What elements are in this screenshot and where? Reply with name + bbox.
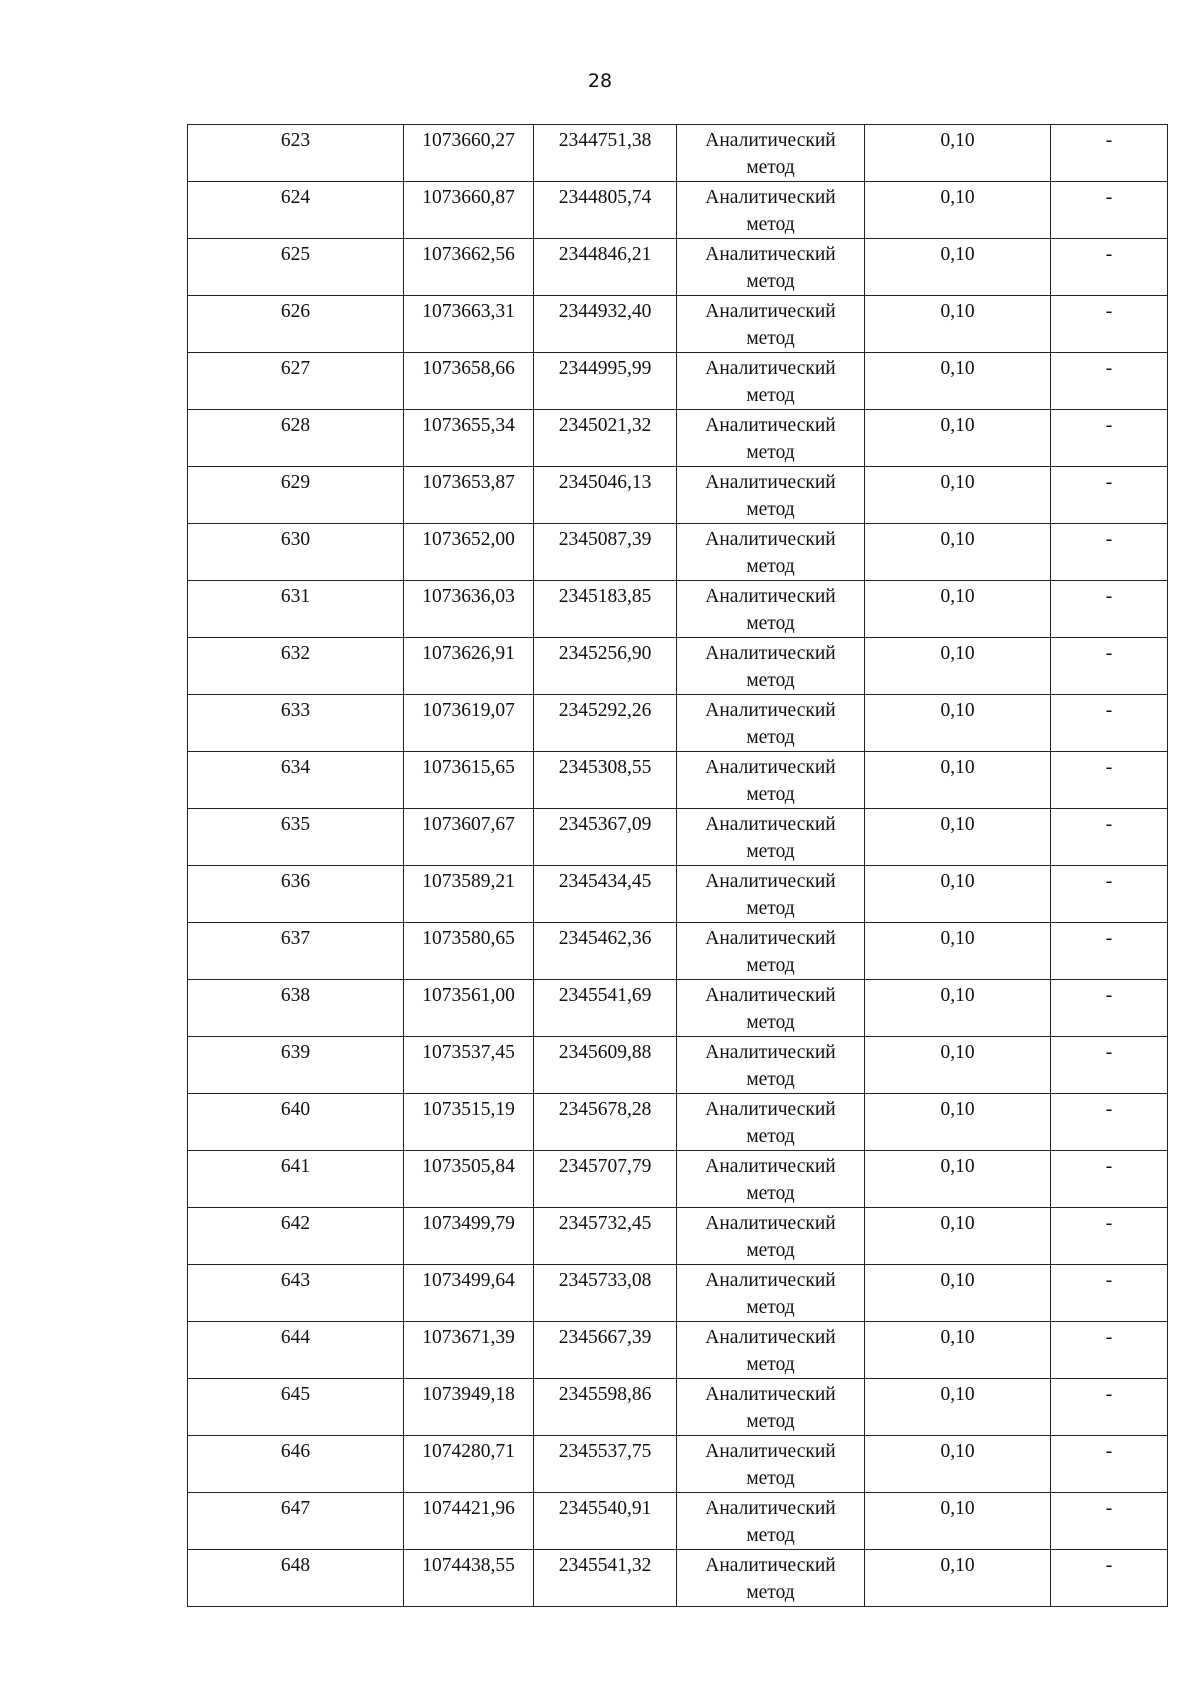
- method-cell: Аналитический метод: [677, 1265, 865, 1322]
- accuracy-cell: 0,10: [865, 467, 1051, 524]
- table-row: [188, 239, 1168, 296]
- x-coordinate-cell: 1073505,84: [404, 1151, 534, 1208]
- note-cell: -: [1051, 1265, 1168, 1322]
- point-number-cell: 643: [188, 1265, 404, 1322]
- note-cell: -: [1051, 182, 1168, 239]
- y-coordinate-cell: 2345292,26: [534, 695, 677, 752]
- note-cell: -: [1051, 1436, 1168, 1493]
- accuracy-cell: 0,10: [865, 1037, 1051, 1094]
- method-cell: Аналитический метод: [677, 695, 865, 752]
- x-coordinate-cell: 1073515,19: [404, 1094, 534, 1151]
- table-row: [188, 1493, 1168, 1550]
- y-coordinate-cell: 2345541,32: [534, 1550, 677, 1607]
- table-row: [188, 980, 1168, 1037]
- point-number-cell: 648: [188, 1550, 404, 1607]
- y-coordinate-cell: 2345087,39: [534, 524, 677, 581]
- y-coordinate-cell: 2344995,99: [534, 353, 677, 410]
- point-number-cell: 646: [188, 1436, 404, 1493]
- method-cell: Аналитический метод: [677, 1379, 865, 1436]
- note-cell: -: [1051, 1379, 1168, 1436]
- method-cell: Аналитический метод: [677, 524, 865, 581]
- note-cell: -: [1051, 752, 1168, 809]
- note-cell: -: [1051, 1550, 1168, 1607]
- note-cell: -: [1051, 923, 1168, 980]
- accuracy-cell: 0,10: [865, 1322, 1051, 1379]
- accuracy-cell: 0,10: [865, 1436, 1051, 1493]
- point-number-cell: 633: [188, 695, 404, 752]
- x-coordinate-cell: 1073652,00: [404, 524, 534, 581]
- y-coordinate-cell: 2344846,21: [534, 239, 677, 296]
- x-coordinate-cell: 1073658,66: [404, 353, 534, 410]
- table-row: [188, 923, 1168, 980]
- coordinates-table: [187, 124, 1168, 1607]
- point-number-cell: 645: [188, 1379, 404, 1436]
- method-cell: Аналитический метод: [677, 296, 865, 353]
- note-cell: -: [1051, 1094, 1168, 1151]
- note-cell: -: [1051, 581, 1168, 638]
- note-cell: -: [1051, 1208, 1168, 1265]
- table-row: [188, 182, 1168, 239]
- table-row: [188, 1379, 1168, 1436]
- method-cell: Аналитический метод: [677, 1436, 865, 1493]
- accuracy-cell: 0,10: [865, 1265, 1051, 1322]
- accuracy-cell: 0,10: [865, 752, 1051, 809]
- method-cell: Аналитический метод: [677, 638, 865, 695]
- point-number-cell: 640: [188, 1094, 404, 1151]
- x-coordinate-cell: 1073499,79: [404, 1208, 534, 1265]
- method-cell: Аналитический метод: [677, 1151, 865, 1208]
- note-cell: -: [1051, 1151, 1168, 1208]
- y-coordinate-cell: 2345540,91: [534, 1493, 677, 1550]
- accuracy-cell: 0,10: [865, 1379, 1051, 1436]
- accuracy-cell: 0,10: [865, 1208, 1051, 1265]
- point-number-cell: 641: [188, 1151, 404, 1208]
- accuracy-cell: 0,10: [865, 1493, 1051, 1550]
- point-number-cell: 632: [188, 638, 404, 695]
- method-cell: Аналитический метод: [677, 1208, 865, 1265]
- table-row: [188, 1436, 1168, 1493]
- x-coordinate-cell: 1073580,65: [404, 923, 534, 980]
- y-coordinate-cell: 2344805,74: [534, 182, 677, 239]
- accuracy-cell: 0,10: [865, 980, 1051, 1037]
- point-number-cell: 635: [188, 809, 404, 866]
- table-row: [188, 1094, 1168, 1151]
- method-cell: Аналитический метод: [677, 923, 865, 980]
- table-row: [188, 866, 1168, 923]
- x-coordinate-cell: 1073660,87: [404, 182, 534, 239]
- accuracy-cell: 0,10: [865, 1550, 1051, 1607]
- point-number-cell: 638: [188, 980, 404, 1037]
- accuracy-cell: 0,10: [865, 809, 1051, 866]
- y-coordinate-cell: 2345537,75: [534, 1436, 677, 1493]
- table-row: [188, 1151, 1168, 1208]
- point-number-cell: 634: [188, 752, 404, 809]
- table-row: [188, 467, 1168, 524]
- point-number-cell: 647: [188, 1493, 404, 1550]
- table-row: [188, 1265, 1168, 1322]
- method-cell: Аналитический метод: [677, 980, 865, 1037]
- note-cell: -: [1051, 1322, 1168, 1379]
- table-row: [188, 752, 1168, 809]
- method-cell: Аналитический метод: [677, 752, 865, 809]
- method-cell: Аналитический метод: [677, 410, 865, 467]
- point-number-cell: 639: [188, 1037, 404, 1094]
- x-coordinate-cell: 1073636,03: [404, 581, 534, 638]
- method-cell: Аналитический метод: [677, 125, 865, 182]
- method-cell: Аналитический метод: [677, 1037, 865, 1094]
- accuracy-cell: 0,10: [865, 923, 1051, 980]
- point-number-cell: 644: [188, 1322, 404, 1379]
- method-cell: Аналитический метод: [677, 581, 865, 638]
- note-cell: -: [1051, 296, 1168, 353]
- table-row: [188, 695, 1168, 752]
- point-number-cell: 631: [188, 581, 404, 638]
- method-cell: Аналитический метод: [677, 467, 865, 524]
- accuracy-cell: 0,10: [865, 581, 1051, 638]
- table-row: [188, 296, 1168, 353]
- accuracy-cell: 0,10: [865, 353, 1051, 410]
- note-cell: -: [1051, 809, 1168, 866]
- y-coordinate-cell: 2345707,79: [534, 1151, 677, 1208]
- point-number-cell: 629: [188, 467, 404, 524]
- accuracy-cell: 0,10: [865, 125, 1051, 182]
- note-cell: -: [1051, 467, 1168, 524]
- point-number-cell: 630: [188, 524, 404, 581]
- y-coordinate-cell: 2345732,45: [534, 1208, 677, 1265]
- x-coordinate-cell: 1073653,87: [404, 467, 534, 524]
- accuracy-cell: 0,10: [865, 638, 1051, 695]
- table-row: [188, 524, 1168, 581]
- accuracy-cell: 0,10: [865, 695, 1051, 752]
- table-row: [188, 809, 1168, 866]
- y-coordinate-cell: 2345367,09: [534, 809, 677, 866]
- y-coordinate-cell: 2344932,40: [534, 296, 677, 353]
- x-coordinate-cell: 1073655,34: [404, 410, 534, 467]
- method-cell: Аналитический метод: [677, 866, 865, 923]
- method-cell: Аналитический метод: [677, 1322, 865, 1379]
- y-coordinate-cell: 2345046,13: [534, 467, 677, 524]
- method-cell: Аналитический метод: [677, 353, 865, 410]
- x-coordinate-cell: 1073537,45: [404, 1037, 534, 1094]
- x-coordinate-cell: 1073662,56: [404, 239, 534, 296]
- table-row: [188, 353, 1168, 410]
- note-cell: -: [1051, 638, 1168, 695]
- accuracy-cell: 0,10: [865, 1094, 1051, 1151]
- point-number-cell: 627: [188, 353, 404, 410]
- y-coordinate-cell: 2345733,08: [534, 1265, 677, 1322]
- x-coordinate-cell: 1073615,65: [404, 752, 534, 809]
- accuracy-cell: 0,10: [865, 410, 1051, 467]
- note-cell: -: [1051, 980, 1168, 1037]
- accuracy-cell: 0,10: [865, 296, 1051, 353]
- accuracy-cell: 0,10: [865, 1151, 1051, 1208]
- x-coordinate-cell: 1074438,55: [404, 1550, 534, 1607]
- note-cell: -: [1051, 695, 1168, 752]
- point-number-cell: 637: [188, 923, 404, 980]
- table-row: [188, 410, 1168, 467]
- accuracy-cell: 0,10: [865, 239, 1051, 296]
- method-cell: Аналитический метод: [677, 809, 865, 866]
- y-coordinate-cell: 2345609,88: [534, 1037, 677, 1094]
- method-cell: Аналитический метод: [677, 239, 865, 296]
- accuracy-cell: 0,10: [865, 182, 1051, 239]
- note-cell: -: [1051, 410, 1168, 467]
- accuracy-cell: 0,10: [865, 524, 1051, 581]
- x-coordinate-cell: 1073663,31: [404, 296, 534, 353]
- table-row: [188, 1037, 1168, 1094]
- method-cell: Аналитический метод: [677, 1094, 865, 1151]
- method-cell: Аналитический метод: [677, 182, 865, 239]
- method-cell: Аналитический метод: [677, 1550, 865, 1607]
- point-number-cell: 642: [188, 1208, 404, 1265]
- y-coordinate-cell: 2345183,85: [534, 581, 677, 638]
- y-coordinate-cell: 2345667,39: [534, 1322, 677, 1379]
- x-coordinate-cell: 1073499,64: [404, 1265, 534, 1322]
- table-row: [188, 1550, 1168, 1607]
- note-cell: -: [1051, 1037, 1168, 1094]
- point-number-cell: 625: [188, 239, 404, 296]
- x-coordinate-cell: 1073561,00: [404, 980, 534, 1037]
- table-row: [188, 1208, 1168, 1265]
- note-cell: -: [1051, 866, 1168, 923]
- point-number-cell: 623: [188, 125, 404, 182]
- note-cell: -: [1051, 1493, 1168, 1550]
- point-number-cell: 624: [188, 182, 404, 239]
- table-row: [188, 1322, 1168, 1379]
- note-cell: -: [1051, 125, 1168, 182]
- x-coordinate-cell: 1073589,21: [404, 866, 534, 923]
- y-coordinate-cell: 2344751,38: [534, 125, 677, 182]
- point-number-cell: 626: [188, 296, 404, 353]
- x-coordinate-cell: 1073626,91: [404, 638, 534, 695]
- x-coordinate-cell: 1074280,71: [404, 1436, 534, 1493]
- x-coordinate-cell: 1073949,18: [404, 1379, 534, 1436]
- table-row: [188, 581, 1168, 638]
- y-coordinate-cell: 2345598,86: [534, 1379, 677, 1436]
- x-coordinate-cell: 1074421,96: [404, 1493, 534, 1550]
- point-number-cell: 628: [188, 410, 404, 467]
- page-number: 28: [587, 70, 613, 92]
- y-coordinate-cell: 2345256,90: [534, 638, 677, 695]
- table-row: [188, 638, 1168, 695]
- coordinates-table-body: [188, 125, 1168, 1607]
- y-coordinate-cell: 2345462,36: [534, 923, 677, 980]
- x-coordinate-cell: 1073619,07: [404, 695, 534, 752]
- y-coordinate-cell: 2345434,45: [534, 866, 677, 923]
- y-coordinate-cell: 2345308,55: [534, 752, 677, 809]
- note-cell: -: [1051, 239, 1168, 296]
- method-cell: Аналитический метод: [677, 1493, 865, 1550]
- y-coordinate-cell: 2345678,28: [534, 1094, 677, 1151]
- y-coordinate-cell: 2345541,69: [534, 980, 677, 1037]
- x-coordinate-cell: 1073607,67: [404, 809, 534, 866]
- point-number-cell: 636: [188, 866, 404, 923]
- x-coordinate-cell: 1073660,27: [404, 125, 534, 182]
- accuracy-cell: 0,10: [865, 866, 1051, 923]
- y-coordinate-cell: 2345021,32: [534, 410, 677, 467]
- note-cell: -: [1051, 524, 1168, 581]
- table-row: [188, 125, 1168, 182]
- note-cell: -: [1051, 353, 1168, 410]
- x-coordinate-cell: 1073671,39: [404, 1322, 534, 1379]
